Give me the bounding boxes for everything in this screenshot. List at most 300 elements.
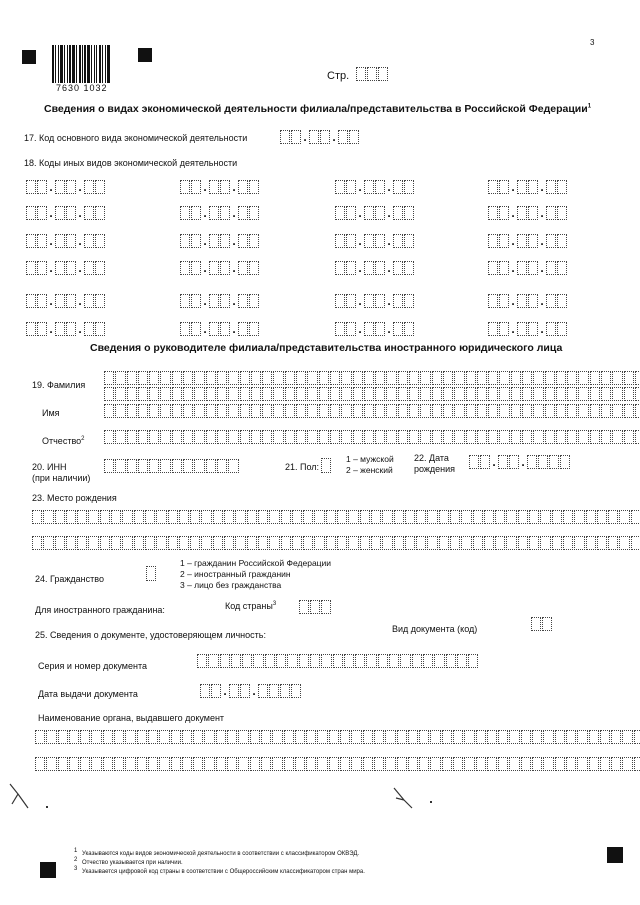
input-cell[interactable] — [353, 404, 363, 418]
input-cell[interactable] — [461, 510, 471, 524]
input-cell[interactable] — [457, 654, 467, 668]
input-cell[interactable] — [292, 536, 302, 550]
input-cell[interactable] — [543, 757, 553, 771]
okved-code-cells[interactable]: . . — [26, 206, 106, 220]
input-cell[interactable] — [545, 371, 555, 385]
input-cell[interactable] — [533, 371, 543, 385]
input-cell[interactable] — [179, 536, 189, 550]
input-cell[interactable] — [545, 430, 555, 444]
input-cell[interactable] — [194, 371, 204, 385]
input-cell[interactable] — [145, 510, 155, 524]
input-cell[interactable] — [160, 371, 170, 385]
input-cell[interactable] — [287, 654, 297, 668]
input-cell[interactable] — [160, 430, 170, 444]
input-cell[interactable] — [506, 510, 516, 524]
input-cell[interactable] — [442, 730, 452, 744]
input-cell[interactable] — [182, 757, 192, 771]
input-cell[interactable] — [495, 510, 505, 524]
input-cell[interactable] — [473, 510, 483, 524]
input-cell[interactable] — [217, 404, 227, 418]
input-cell[interactable] — [127, 371, 137, 385]
input-cell[interactable] — [330, 371, 340, 385]
input-cell[interactable] — [597, 510, 607, 524]
input-cell[interactable] — [307, 430, 317, 444]
input-cell[interactable] — [385, 757, 395, 771]
input-cell[interactable] — [296, 387, 306, 401]
input-cell[interactable] — [104, 404, 114, 418]
input-cell[interactable] — [296, 371, 306, 385]
input-cell[interactable] — [156, 510, 166, 524]
input-cell[interactable] — [498, 730, 508, 744]
input-cell[interactable] — [597, 536, 607, 550]
country-code-cells[interactable] — [299, 600, 332, 614]
input-cell[interactable] — [611, 757, 621, 771]
okved-code-cells[interactable]: . . — [26, 180, 106, 194]
input-cell[interactable] — [208, 654, 218, 668]
input-cell[interactable] — [533, 387, 543, 401]
input-cell[interactable] — [295, 730, 305, 744]
input-cell[interactable] — [371, 510, 381, 524]
okved-code-cells[interactable]: . . — [488, 206, 568, 220]
input-cell[interactable] — [114, 730, 124, 744]
input-cell[interactable] — [262, 387, 272, 401]
input-cell[interactable] — [137, 757, 147, 771]
input-cell[interactable] — [590, 387, 600, 401]
input-cell[interactable] — [217, 371, 227, 385]
input-cell[interactable] — [115, 430, 125, 444]
input-cell[interactable] — [466, 430, 476, 444]
input-cell[interactable] — [43, 536, 53, 550]
input-cell[interactable] — [552, 510, 562, 524]
input-cell[interactable] — [419, 730, 429, 744]
input-cell[interactable] — [197, 654, 207, 668]
input-cell[interactable] — [577, 757, 587, 771]
input-cell[interactable] — [88, 510, 98, 524]
input-cell[interactable] — [601, 387, 611, 401]
input-cell[interactable] — [434, 654, 444, 668]
input-cell[interactable] — [35, 730, 45, 744]
input-cell[interactable] — [567, 430, 577, 444]
input-cell[interactable] — [149, 459, 159, 473]
input-cell[interactable] — [292, 510, 302, 524]
input-cell[interactable] — [432, 371, 442, 385]
input-cell[interactable] — [578, 404, 588, 418]
input-cell[interactable] — [183, 430, 193, 444]
input-cell[interactable] — [319, 371, 329, 385]
input-cell[interactable] — [134, 510, 144, 524]
input-cell[interactable] — [563, 536, 573, 550]
input-cell[interactable] — [612, 371, 622, 385]
input-cell[interactable] — [138, 404, 148, 418]
input-cell[interactable] — [261, 730, 271, 744]
input-cell[interactable] — [104, 387, 114, 401]
input-cell[interactable] — [179, 510, 189, 524]
input-cell[interactable] — [285, 387, 295, 401]
input-cell[interactable] — [317, 730, 327, 744]
input-cell[interactable] — [382, 536, 392, 550]
okved-code-cells[interactable]: . . — [335, 261, 415, 275]
input-cell[interactable] — [217, 387, 227, 401]
input-cell[interactable] — [340, 757, 350, 771]
input-cell[interactable] — [466, 371, 476, 385]
input-cell[interactable] — [446, 654, 456, 668]
input-cell[interactable] — [466, 404, 476, 418]
input-cell[interactable] — [206, 430, 216, 444]
input-cell[interactable] — [115, 404, 125, 418]
input-cell[interactable] — [487, 757, 497, 771]
input-cell[interactable] — [148, 730, 158, 744]
input-cell[interactable] — [529, 536, 539, 550]
surname-cells-row2[interactable] — [104, 387, 640, 401]
input-cell[interactable] — [477, 430, 487, 444]
input-cell[interactable] — [204, 730, 214, 744]
input-cell[interactable] — [521, 757, 531, 771]
gender-cell[interactable] — [321, 458, 332, 473]
input-cell[interactable] — [432, 404, 442, 418]
input-cell[interactable] — [341, 430, 351, 444]
input-cell[interactable] — [464, 730, 474, 744]
input-cell[interactable] — [567, 404, 577, 418]
input-cell[interactable] — [484, 536, 494, 550]
input-cell[interactable] — [55, 510, 65, 524]
input-cell[interactable] — [160, 387, 170, 401]
input-cell[interactable] — [273, 430, 283, 444]
input-cell[interactable] — [499, 404, 509, 418]
input-cell[interactable] — [251, 430, 261, 444]
input-cell[interactable] — [509, 757, 519, 771]
input-cell[interactable] — [194, 387, 204, 401]
input-cell[interactable] — [46, 730, 56, 744]
input-cell[interactable] — [450, 510, 460, 524]
input-cell[interactable] — [122, 536, 132, 550]
input-cell[interactable] — [566, 730, 576, 744]
input-cell[interactable] — [635, 387, 640, 401]
okved-code-cells[interactable]: . . — [488, 180, 568, 194]
input-cell[interactable] — [511, 371, 521, 385]
input-cell[interactable] — [111, 536, 121, 550]
input-cell[interactable] — [556, 371, 566, 385]
input-cell[interactable] — [238, 730, 248, 744]
input-cell[interactable] — [556, 404, 566, 418]
input-cell[interactable] — [348, 536, 358, 550]
input-cell[interactable] — [171, 757, 181, 771]
input-cell[interactable] — [386, 430, 396, 444]
input-cell[interactable] — [412, 654, 422, 668]
input-cell[interactable] — [194, 459, 204, 473]
input-cell[interactable] — [454, 404, 464, 418]
input-cell[interactable] — [138, 430, 148, 444]
input-cell[interactable] — [608, 536, 618, 550]
input-cell[interactable] — [453, 730, 463, 744]
input-cell[interactable] — [194, 404, 204, 418]
input-cell[interactable] — [240, 387, 250, 401]
okved-code-cells[interactable]: . . — [180, 261, 260, 275]
input-cell[interactable] — [333, 654, 343, 668]
input-cell[interactable] — [295, 757, 305, 771]
input-cell[interactable] — [364, 371, 374, 385]
input-cell[interactable] — [464, 757, 474, 771]
input-cell[interactable] — [341, 371, 351, 385]
input-cell[interactable] — [612, 404, 622, 418]
input-cell[interactable] — [476, 757, 486, 771]
input-cell[interactable] — [276, 654, 286, 668]
input-cell[interactable] — [251, 371, 261, 385]
input-cell[interactable] — [127, 459, 137, 473]
input-cell[interactable] — [344, 654, 354, 668]
input-cell[interactable] — [91, 730, 101, 744]
input-cell[interactable] — [499, 430, 509, 444]
input-cell[interactable] — [307, 371, 317, 385]
input-cell[interactable] — [555, 757, 565, 771]
input-cell[interactable] — [400, 654, 410, 668]
input-cell[interactable] — [622, 730, 632, 744]
input-cell[interactable] — [635, 371, 640, 385]
okved-code-cells[interactable]: . . — [488, 234, 568, 248]
input-cell[interactable] — [284, 730, 294, 744]
input-cell[interactable] — [172, 430, 182, 444]
input-cell[interactable] — [299, 654, 309, 668]
input-cell[interactable] — [168, 536, 178, 550]
input-cell[interactable] — [104, 430, 114, 444]
input-cell[interactable] — [453, 757, 463, 771]
input-cell[interactable] — [213, 536, 223, 550]
input-cell[interactable] — [319, 404, 329, 418]
input-cell[interactable] — [420, 404, 430, 418]
input-cell[interactable] — [622, 757, 632, 771]
input-cell[interactable] — [378, 654, 388, 668]
input-cell[interactable] — [518, 510, 528, 524]
input-cell[interactable] — [307, 387, 317, 401]
input-cell[interactable] — [420, 371, 430, 385]
input-cell[interactable] — [127, 430, 137, 444]
input-cell[interactable] — [353, 430, 363, 444]
input-cell[interactable] — [488, 404, 498, 418]
input-cell[interactable] — [242, 654, 252, 668]
input-cell[interactable] — [273, 371, 283, 385]
input-cell[interactable] — [589, 757, 599, 771]
input-cell[interactable] — [69, 730, 79, 744]
input-cell[interactable] — [240, 371, 250, 385]
input-cell[interactable] — [563, 510, 573, 524]
input-cell[interactable] — [251, 404, 261, 418]
okved-code-cells[interactable]: . . — [488, 322, 568, 336]
input-cell[interactable] — [138, 387, 148, 401]
input-cell[interactable] — [340, 730, 350, 744]
input-cell[interactable] — [296, 404, 306, 418]
input-cell[interactable] — [631, 510, 640, 524]
input-cell[interactable] — [134, 536, 144, 550]
doc-issuer-cells-row2[interactable] — [35, 757, 640, 771]
input-cell[interactable] — [454, 371, 464, 385]
input-cell[interactable] — [337, 510, 347, 524]
input-cell[interactable] — [228, 371, 238, 385]
input-cell[interactable] — [600, 757, 610, 771]
input-cell[interactable] — [601, 404, 611, 418]
input-cell[interactable] — [495, 536, 505, 550]
input-cell[interactable] — [262, 404, 272, 418]
input-cell[interactable] — [216, 757, 226, 771]
input-cell[interactable] — [612, 387, 622, 401]
input-cell[interactable] — [427, 510, 437, 524]
input-cell[interactable] — [273, 404, 283, 418]
input-cell[interactable] — [227, 730, 237, 744]
input-cell[interactable] — [224, 510, 234, 524]
input-cell[interactable] — [619, 510, 629, 524]
input-cell[interactable] — [261, 757, 271, 771]
input-cell[interactable] — [183, 387, 193, 401]
input-cell[interactable] — [454, 387, 464, 401]
input-cell[interactable] — [341, 387, 351, 401]
input-cell[interactable] — [432, 430, 442, 444]
input-cell[interactable] — [442, 757, 452, 771]
input-cell[interactable] — [115, 459, 125, 473]
birthplace-cells-row2[interactable] — [32, 536, 640, 550]
input-cell[interactable] — [624, 371, 634, 385]
input-cell[interactable] — [353, 387, 363, 401]
input-cell[interactable] — [91, 757, 101, 771]
input-cell[interactable] — [586, 510, 596, 524]
input-cell[interactable] — [529, 510, 539, 524]
input-cell[interactable] — [88, 536, 98, 550]
doc-date-cells[interactable]: . . — [200, 684, 302, 698]
input-cell[interactable] — [363, 730, 373, 744]
input-cell[interactable] — [578, 387, 588, 401]
input-cell[interactable] — [341, 404, 351, 418]
input-cell[interactable] — [351, 730, 361, 744]
input-cell[interactable] — [258, 536, 268, 550]
input-cell[interactable] — [201, 536, 211, 550]
input-cell[interactable] — [477, 371, 487, 385]
input-cell[interactable] — [405, 510, 415, 524]
input-cell[interactable] — [355, 654, 365, 668]
input-cell[interactable] — [66, 510, 76, 524]
input-cell[interactable] — [228, 430, 238, 444]
okved-code-cells[interactable]: . . — [180, 180, 260, 194]
input-cell[interactable] — [631, 536, 640, 550]
input-cell[interactable] — [366, 654, 376, 668]
okved-code-cells[interactable]: . . — [180, 322, 260, 336]
input-cell[interactable] — [545, 387, 555, 401]
okved-code-cells[interactable]: . . — [180, 206, 260, 220]
input-cell[interactable] — [206, 387, 216, 401]
input-cell[interactable] — [206, 371, 216, 385]
input-cell[interactable] — [574, 510, 584, 524]
input-cell[interactable] — [532, 757, 542, 771]
input-cell[interactable] — [468, 654, 478, 668]
input-cell[interactable] — [439, 536, 449, 550]
input-cell[interactable] — [567, 371, 577, 385]
input-cell[interactable] — [114, 757, 124, 771]
input-cell[interactable] — [284, 757, 294, 771]
input-cell[interactable] — [484, 510, 494, 524]
input-cell[interactable] — [499, 371, 509, 385]
input-cell[interactable] — [420, 387, 430, 401]
input-cell[interactable] — [600, 730, 610, 744]
input-cell[interactable] — [439, 510, 449, 524]
input-cell[interactable] — [590, 371, 600, 385]
input-cell[interactable] — [634, 757, 640, 771]
input-cell[interactable] — [386, 371, 396, 385]
input-cell[interactable] — [634, 730, 640, 744]
birthplace-cells-row1[interactable] — [32, 510, 640, 524]
input-cell[interactable] — [432, 387, 442, 401]
input-cell[interactable] — [138, 371, 148, 385]
surname-cells[interactable] — [104, 371, 640, 385]
input-cell[interactable] — [443, 404, 453, 418]
input-cell[interactable] — [247, 536, 257, 550]
input-cell[interactable] — [206, 459, 216, 473]
input-cell[interactable] — [420, 430, 430, 444]
input-cell[interactable] — [522, 404, 532, 418]
input-cell[interactable] — [337, 536, 347, 550]
okved-code-cells[interactable]: . . — [335, 180, 415, 194]
input-cell[interactable] — [228, 404, 238, 418]
okved-code-cells[interactable]: . . — [335, 206, 415, 220]
input-cell[interactable] — [540, 536, 550, 550]
input-cell[interactable] — [364, 387, 374, 401]
input-cell[interactable] — [46, 757, 56, 771]
input-cell[interactable] — [204, 757, 214, 771]
input-cell[interactable] — [250, 757, 260, 771]
input-cell[interactable] — [506, 536, 516, 550]
input-cell[interactable] — [394, 510, 404, 524]
input-cell[interactable] — [183, 404, 193, 418]
input-cell[interactable] — [589, 730, 599, 744]
input-cell[interactable] — [522, 430, 532, 444]
input-cell[interactable] — [193, 757, 203, 771]
input-cell[interactable] — [375, 371, 385, 385]
input-cell[interactable] — [201, 510, 211, 524]
input-cell[interactable] — [488, 387, 498, 401]
birth-date-cells[interactable]: . . — [469, 455, 571, 469]
input-cell[interactable] — [624, 387, 634, 401]
input-cell[interactable] — [149, 404, 159, 418]
input-cell[interactable] — [228, 387, 238, 401]
input-cell[interactable] — [250, 730, 260, 744]
input-cell[interactable] — [364, 430, 374, 444]
input-cell[interactable] — [235, 536, 245, 550]
input-cell[interactable] — [488, 371, 498, 385]
input-cell[interactable] — [419, 757, 429, 771]
input-cell[interactable] — [183, 371, 193, 385]
input-cell[interactable] — [306, 757, 316, 771]
input-cell[interactable] — [217, 459, 227, 473]
input-cell[interactable] — [533, 430, 543, 444]
input-cell[interactable] — [408, 730, 418, 744]
input-cell[interactable] — [398, 387, 408, 401]
input-cell[interactable] — [281, 510, 291, 524]
okved-code-cells[interactable]: . . — [26, 234, 106, 248]
input-cell[interactable] — [374, 730, 384, 744]
input-cell[interactable] — [566, 757, 576, 771]
input-cell[interactable] — [385, 730, 395, 744]
input-cell[interactable] — [149, 371, 159, 385]
input-cell[interactable] — [518, 536, 528, 550]
input-cell[interactable] — [409, 430, 419, 444]
input-cell[interactable] — [409, 371, 419, 385]
input-cell[interactable] — [172, 459, 182, 473]
input-cell[interactable] — [408, 757, 418, 771]
input-cell[interactable] — [533, 404, 543, 418]
input-cell[interactable] — [69, 757, 79, 771]
input-cell[interactable] — [148, 757, 158, 771]
input-cell[interactable] — [556, 387, 566, 401]
input-cell[interactable] — [247, 510, 257, 524]
input-cell[interactable] — [375, 404, 385, 418]
input-cell[interactable] — [326, 510, 336, 524]
input-cell[interactable] — [227, 757, 237, 771]
input-cell[interactable] — [398, 404, 408, 418]
